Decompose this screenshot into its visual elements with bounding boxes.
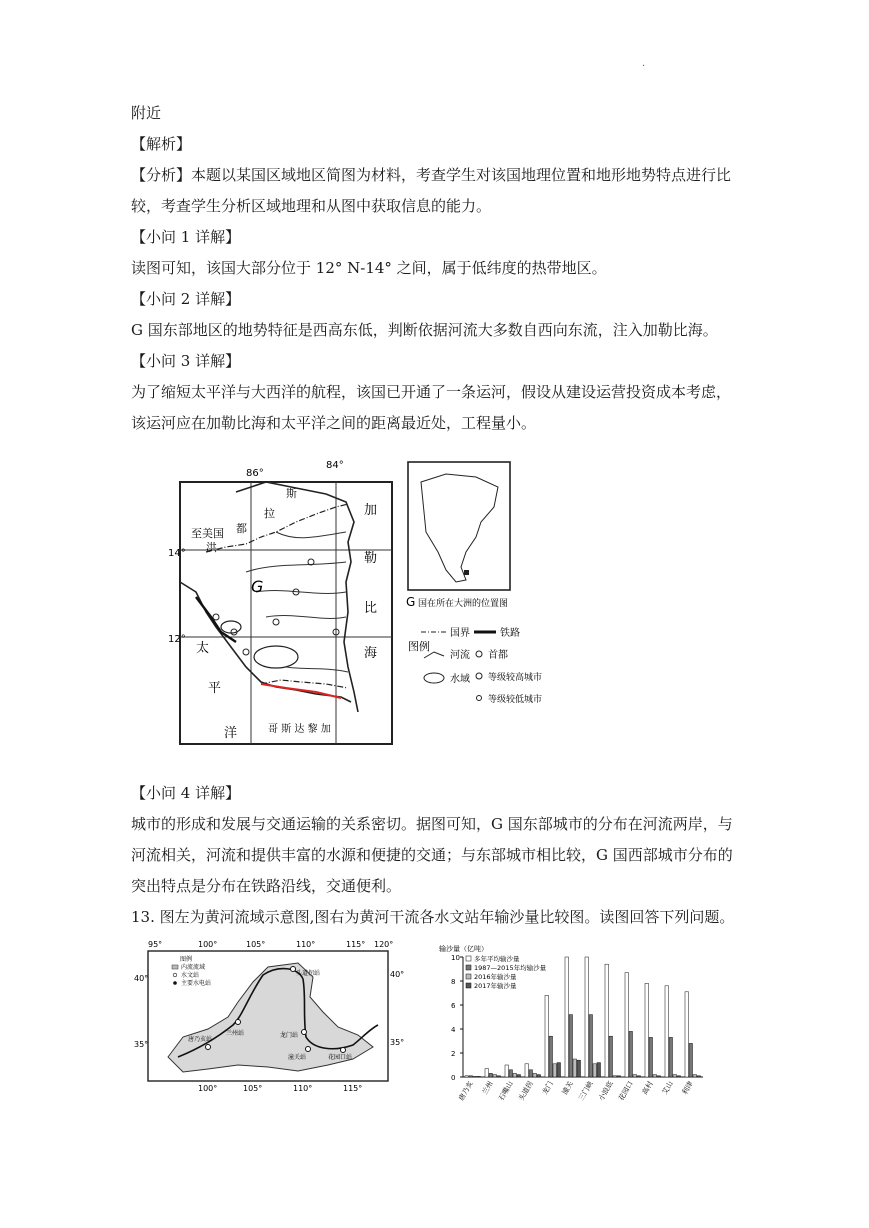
chart-bar bbox=[669, 1037, 673, 1077]
legend-river-label: 河流 bbox=[450, 650, 470, 661]
chart-bar bbox=[565, 957, 569, 1077]
legend-city-low-label: 等级较低城市 bbox=[488, 695, 543, 705]
chart-bar bbox=[693, 1075, 697, 1077]
map-label: 哥 斯 达 黎 加 bbox=[268, 724, 331, 735]
station-label: 龙门站 bbox=[280, 1032, 299, 1039]
yr-legend-sym2 bbox=[173, 973, 177, 977]
yr-lon: 115° bbox=[346, 940, 366, 949]
g-country-map-figure bbox=[168, 452, 596, 752]
map-label: 比 bbox=[364, 601, 378, 616]
yr-lat: 35° bbox=[390, 1038, 405, 1047]
chart-bar bbox=[589, 1015, 593, 1077]
chart-bar bbox=[553, 1064, 557, 1077]
map-label: 拉 bbox=[264, 507, 275, 520]
station-marker bbox=[341, 1048, 346, 1053]
chart-bar bbox=[497, 1076, 501, 1077]
answer-text-bottom bbox=[131, 778, 741, 933]
chart-bar bbox=[689, 1043, 693, 1077]
canal-route bbox=[261, 684, 341, 698]
yr-legend-label: 水文站 bbox=[181, 972, 200, 979]
yr-lat: 40° bbox=[390, 970, 405, 979]
yr-lon: 100° bbox=[198, 940, 218, 949]
river bbox=[286, 667, 348, 672]
map-label: 平 bbox=[208, 681, 222, 696]
chart-bar bbox=[645, 983, 649, 1077]
chart-bar bbox=[657, 1076, 661, 1077]
chart-bar bbox=[697, 1076, 701, 1077]
text-line: 【分析】本题以某国区域地区简图为材料，考查学生对该国地理位置和地形地势特点进行比 bbox=[131, 166, 732, 184]
chart-category-label: 花园口 bbox=[617, 1080, 635, 1103]
text-line: 突出特点是分布在铁路沿线，交通便利。 bbox=[131, 877, 402, 895]
chart-bar bbox=[525, 1064, 529, 1077]
chart-bar bbox=[473, 1076, 477, 1077]
chart-bar bbox=[673, 1075, 677, 1077]
yr-lon: 120° bbox=[374, 940, 394, 949]
chart-ylabel: 输沙量（亿吨） bbox=[439, 945, 488, 953]
answer-text-top bbox=[131, 98, 741, 439]
chart-bar bbox=[677, 1076, 681, 1077]
chart-bar bbox=[633, 1075, 637, 1077]
chart-bar bbox=[485, 1069, 489, 1077]
chart-bar bbox=[585, 957, 589, 1077]
caribbean-coastline bbox=[236, 482, 358, 712]
lon-label: 86° bbox=[246, 468, 264, 479]
legend-city-high-label: 等级较高城市 bbox=[488, 673, 543, 683]
city-marker bbox=[243, 649, 249, 655]
chart-bar bbox=[469, 1076, 473, 1077]
location-marker bbox=[464, 570, 469, 575]
north-america-outline bbox=[421, 474, 498, 582]
text-line: 附近 bbox=[131, 104, 162, 122]
lat-label: 14° bbox=[168, 548, 186, 559]
national-border bbox=[206, 504, 348, 552]
chart-bar bbox=[533, 1073, 537, 1077]
chart-bar bbox=[605, 964, 609, 1077]
chart-category-label: 兰州 bbox=[480, 1080, 495, 1097]
chart-bar bbox=[629, 1031, 633, 1077]
section-heading-q1: 【小问 1 详解】 bbox=[131, 228, 241, 246]
map-label: 勒 bbox=[364, 551, 378, 566]
yr-legend-label: 内流流域 bbox=[181, 964, 206, 971]
lat-label: 12° bbox=[168, 634, 186, 645]
section-heading-analysis: 【解析】 bbox=[131, 135, 192, 153]
yr-legend-title: 图例 bbox=[180, 956, 193, 963]
chart-bar bbox=[505, 1065, 509, 1077]
text-line: 读图可知，该国大部分位于 12° N-14° 之间，属于低纬度的热带地区。 bbox=[131, 259, 607, 277]
station-label: 头道拐站 bbox=[296, 970, 321, 977]
chart-legend-swatch bbox=[466, 956, 471, 961]
chart-bar bbox=[625, 973, 629, 1077]
chart-category-label: 龙门 bbox=[540, 1080, 555, 1097]
chart-bar bbox=[613, 1076, 617, 1077]
chart-bar bbox=[597, 1063, 601, 1077]
chart-bar bbox=[637, 1076, 641, 1077]
section-heading-q3: 【小问 3 详解】 bbox=[131, 352, 241, 370]
yellow-river-map bbox=[134, 940, 404, 1093]
lon-label: 84° bbox=[326, 460, 344, 471]
inset-caption-g: G bbox=[406, 595, 416, 609]
station-label: 兰州站 bbox=[226, 1030, 245, 1037]
page-marker-dot: . bbox=[642, 58, 646, 69]
yr-legend-label: 主要水电站 bbox=[181, 980, 212, 987]
chart-legend-label: 2016年输沙量 bbox=[474, 973, 517, 981]
city-marker bbox=[273, 619, 279, 625]
station-marker bbox=[206, 1045, 211, 1050]
chart-legend-swatch bbox=[466, 974, 471, 979]
legend-capital-label: 首都 bbox=[488, 650, 508, 661]
chart-bar bbox=[517, 1075, 521, 1077]
chart-bar bbox=[545, 995, 549, 1077]
legend-rail-label: 铁路 bbox=[500, 628, 520, 639]
chart-bar bbox=[573, 1059, 577, 1077]
text-line: 城市的形成和发展与交通运输的关系密切。据图可知，G 国东部城市的分布在河流两岸，与 bbox=[131, 815, 733, 833]
river bbox=[246, 562, 346, 572]
chart-legend-swatch bbox=[466, 983, 471, 988]
chart-category-label: 头道拐 bbox=[517, 1080, 535, 1103]
chart-y-tick-label: 2 bbox=[451, 1050, 456, 1058]
chart-legend-label: 1987—2015年均输沙量 bbox=[474, 964, 547, 972]
yr-lon-bottom: 100° bbox=[198, 1084, 218, 1093]
question-13-stem: 13. 图左为黄河流域示意图,图右为黄河干流各水文站年输沙量比较图。读图回答下列问题。 bbox=[131, 908, 735, 926]
river bbox=[266, 616, 346, 619]
chart-category-label: 三门峡 bbox=[577, 1080, 595, 1103]
chart-bar bbox=[557, 1063, 561, 1077]
chart-bar bbox=[477, 1076, 481, 1077]
chart-bar bbox=[665, 986, 669, 1077]
map-label: 洋 bbox=[224, 726, 238, 741]
yr-legend-sym3 bbox=[173, 981, 177, 985]
chart-category-label: 小浪底 bbox=[597, 1080, 615, 1103]
text-line: 为了缩短太平洋与大西洋的航程，该国已开通了一条运河，假设从建设运营投资成本考虑， bbox=[131, 383, 732, 401]
chart-category-label: 潼关 bbox=[560, 1080, 575, 1097]
yr-legend-sym1 bbox=[172, 965, 178, 969]
chart-bar bbox=[549, 1036, 553, 1077]
city-marker bbox=[213, 614, 219, 620]
chart-bar bbox=[653, 1075, 657, 1077]
chart-bar bbox=[465, 1076, 469, 1077]
chart-bar bbox=[509, 1070, 513, 1077]
text-line: G 国东部地区的地势特征是西高东低，判断依据河流大多数自西向东流，注入加勒比海。 bbox=[131, 321, 718, 339]
legend-city-low-symbol bbox=[477, 696, 482, 701]
chart-legend-label: 多年平均输沙量 bbox=[474, 955, 520, 963]
legend-title: 图例 bbox=[408, 640, 430, 653]
section-heading-q2: 【小问 2 详解】 bbox=[131, 290, 241, 308]
chart-category-label: 唐乃亥 bbox=[457, 1080, 475, 1103]
chart-bar bbox=[617, 1076, 621, 1077]
sediment-bar-chart bbox=[439, 944, 703, 1102]
legend-capital-symbol bbox=[476, 651, 482, 657]
chart-legend-swatch bbox=[466, 965, 471, 970]
chart-bar bbox=[493, 1075, 497, 1077]
chart-bar bbox=[569, 1015, 573, 1077]
yr-lon-bottom: 105° bbox=[243, 1084, 263, 1093]
chart-category-label: 石嘴山 bbox=[497, 1080, 515, 1103]
map-label: 斯 bbox=[286, 487, 297, 500]
yr-lon-bottom: 110° bbox=[293, 1084, 313, 1093]
chart-bar bbox=[489, 1073, 493, 1077]
yr-lon: 105° bbox=[246, 940, 266, 949]
chart-category-label: 利津 bbox=[680, 1080, 695, 1097]
chart-bar bbox=[593, 1064, 597, 1077]
chart-bar bbox=[685, 992, 689, 1077]
map-label: 加 bbox=[364, 503, 378, 518]
yellow-river-figures bbox=[134, 937, 738, 1103]
lake-nicaragua bbox=[254, 646, 298, 668]
text-line: 较，考查学生分析区域地理和从图中获取信息的能力。 bbox=[131, 197, 492, 215]
station-marker bbox=[291, 967, 296, 972]
map-label: 太 bbox=[196, 641, 210, 656]
chart-legend-label: 2017年输沙量 bbox=[474, 982, 517, 990]
chart-bar bbox=[537, 1075, 541, 1077]
country-label-g: G bbox=[251, 577, 264, 596]
text-line: 该运河应在加勒比海和太平洋之间的距离最近处，工程量小。 bbox=[131, 414, 537, 432]
legend-city-high-symbol bbox=[476, 673, 482, 679]
legend-border-label: 国界 bbox=[450, 628, 470, 639]
chart-y-tick-label: 4 bbox=[451, 1026, 456, 1034]
chart-bar bbox=[529, 1070, 533, 1077]
chart-y-tick-label: 8 bbox=[451, 978, 456, 986]
station-marker bbox=[306, 1047, 311, 1052]
map-label: 洪 bbox=[206, 541, 217, 554]
chart-category-label: 高村 bbox=[640, 1080, 655, 1097]
station-marker bbox=[236, 1020, 241, 1025]
yr-lon-bottom: 115° bbox=[343, 1084, 363, 1093]
station-label: 潼关站 bbox=[288, 1054, 307, 1061]
chart-bar bbox=[609, 1036, 613, 1077]
text-line: 河流相关，河流和提供丰富的水源和便捷的交通；与东部城市相比较，G 国西部城市分布的 bbox=[131, 846, 733, 864]
chart-category-label: 艾山 bbox=[660, 1080, 675, 1097]
chart-y-tick-label: 6 bbox=[451, 1002, 456, 1010]
map-label: 都 bbox=[236, 522, 247, 535]
legend-water-label: 水域 bbox=[450, 674, 470, 685]
river bbox=[256, 591, 346, 594]
map-frame bbox=[180, 482, 392, 744]
map-label: 海 bbox=[364, 646, 378, 661]
station-label: 唐乃亥站 bbox=[188, 1036, 213, 1043]
yr-lat: 35° bbox=[134, 1040, 149, 1049]
inset-caption: 国在所在大洲的位置图 bbox=[418, 599, 509, 609]
chart-bar bbox=[513, 1073, 517, 1077]
station-label: 花园口站 bbox=[328, 1054, 353, 1061]
legend-water-symbol bbox=[424, 673, 444, 683]
chart-bar bbox=[577, 1060, 581, 1077]
yr-lat: 40° bbox=[134, 974, 149, 983]
map-label: 至美国 bbox=[191, 527, 224, 540]
chart-y-tick-label: 0 bbox=[451, 1074, 456, 1082]
chart-bar bbox=[649, 1037, 653, 1077]
station-marker bbox=[302, 1030, 307, 1035]
section-heading-q4: 【小问 4 详解】 bbox=[131, 784, 241, 802]
chart-y-tick-label: 10 bbox=[451, 954, 460, 962]
yr-lon: 95° bbox=[148, 940, 163, 949]
yr-lon: 110° bbox=[296, 940, 316, 949]
